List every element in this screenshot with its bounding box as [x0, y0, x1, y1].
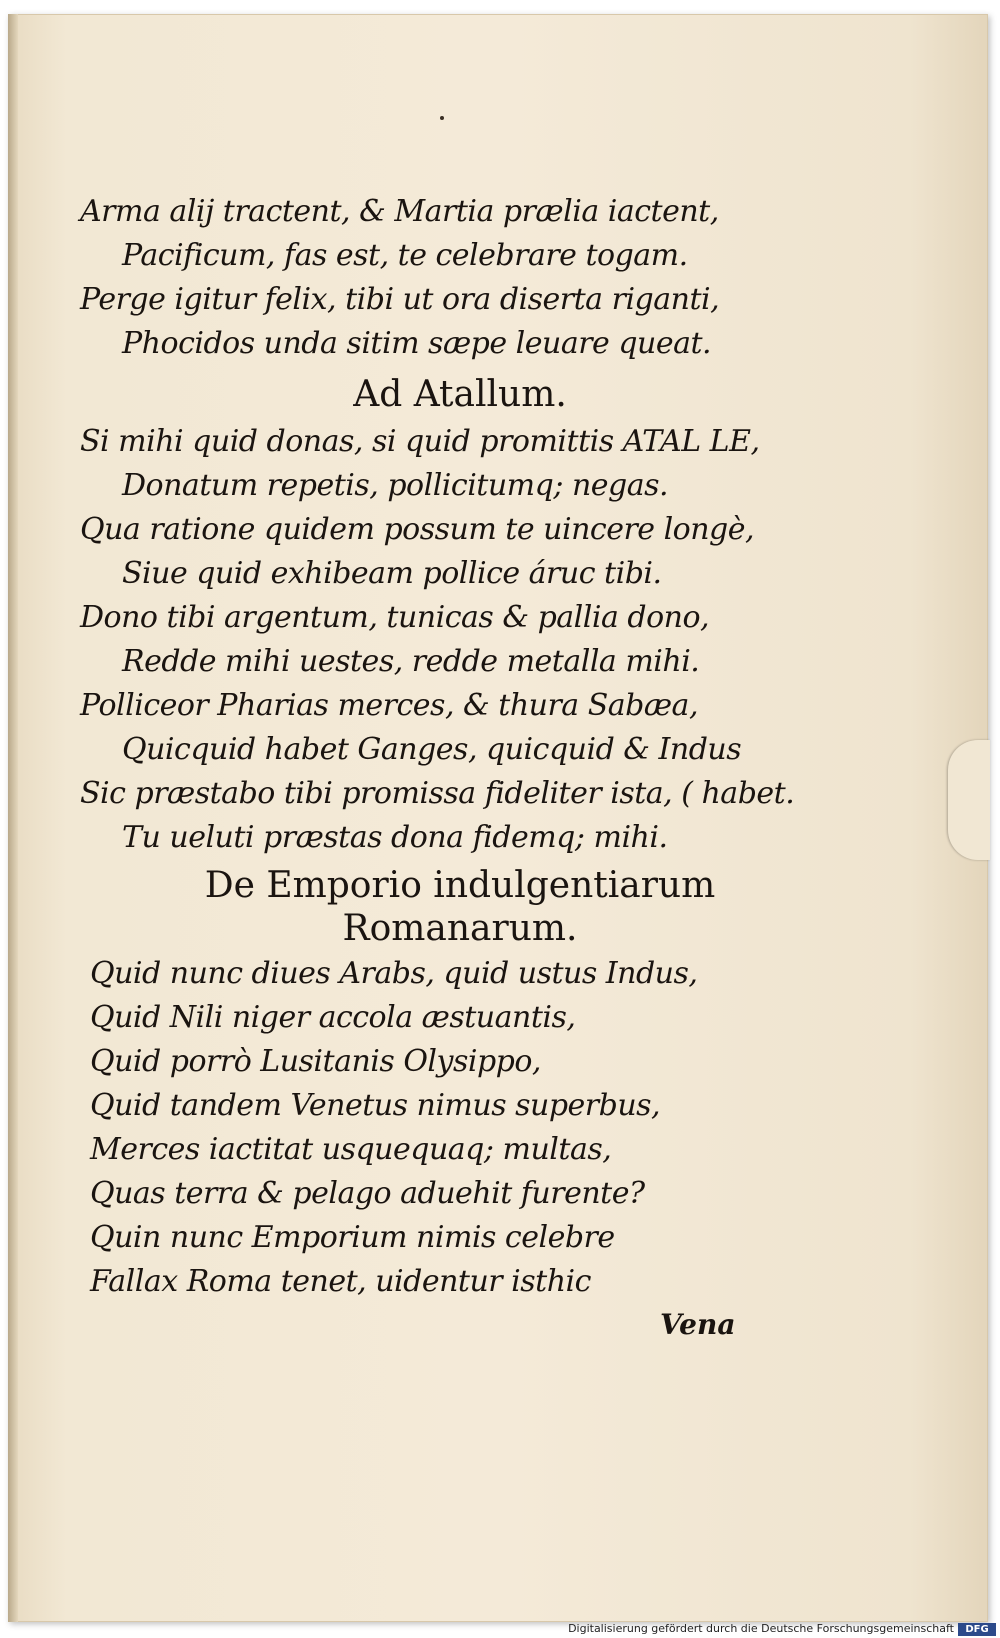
page-gutter-edge — [8, 14, 18, 1622]
verse-line: Si mihi quid donas, si quid promittis ATAL LE, — [80, 424, 760, 459]
verse-line: Siue quid exhibeam pollice áruc tibi. — [122, 556, 662, 591]
verse-line: Perge igitur felix, tibi ut ora diserta riganti, — [80, 282, 720, 317]
verse-line: Dono tibi argentum, tunicas & pallia dono, — [80, 600, 710, 635]
verse-line: Quas terra & pelago aduehit furente? — [90, 1176, 645, 1211]
verse-line: Tu ueluti præstas dona fidemq; mihi. — [122, 820, 668, 855]
page-tab-fold — [948, 740, 990, 860]
poem-title-line-1: De Emporio indulgentiarum — [204, 865, 716, 906]
verse-line: Quid porrò Lusitanis Olysippo, — [90, 1044, 541, 1079]
verse-line: Quid nunc diues Arabs, quid ustus Indus, — [90, 956, 698, 991]
verse-line: Merces iactitat usquequaq; multas, — [90, 1132, 612, 1167]
verse-line: Quid Nili niger accola æstuantis, — [90, 1000, 576, 1035]
verse-line: Polliceor Pharias merces, & thura Sabæa, — [80, 688, 698, 723]
verse-line: Sic præstabo tibi promissa fideliter ista, ( habet. — [80, 776, 795, 811]
verse-line: Phocidos unda sitim sæpe leuare queat. — [122, 326, 712, 361]
ink-speck — [440, 116, 444, 120]
verse-line: Arma alij tractent, & Martia prælia iactent, — [80, 194, 719, 229]
verse-line: Redde mihi uestes, redde metalla mihi. — [122, 644, 700, 679]
dfg-logo: DFG — [958, 1623, 996, 1636]
poem-title: Ad Atallum. — [353, 374, 567, 415]
verse-line: Quid tandem Venetus nimus superbus, — [90, 1088, 661, 1123]
poem-1 — [80, 190, 840, 366]
catchword: Vena — [660, 1308, 736, 1341]
verse-line: Quicquid habet Ganges, quicquid & Indus — [122, 732, 742, 767]
verse-line: Quin nunc Emporium nimis celebre — [90, 1220, 615, 1255]
poem-3 — [80, 952, 840, 1304]
poem-title-line-2: Romanarum. — [342, 908, 578, 949]
digitization-credit: Digitalisierung gefördert durch die Deutsche Forschungsgemeinschaft — [568, 1622, 954, 1635]
page-text — [80, 190, 840, 1304]
poem-2 — [80, 420, 840, 860]
verse-line: Pacificum, fas est, te celebrare togam. — [122, 238, 688, 273]
verse-line: Qua ratione quidem possum te uincere longè, — [80, 512, 755, 547]
verse-line: Donatum repetis, pollicitumq; negas. — [122, 468, 669, 503]
verse-line: Fallax Roma tenet, uidentur isthic — [90, 1264, 591, 1299]
